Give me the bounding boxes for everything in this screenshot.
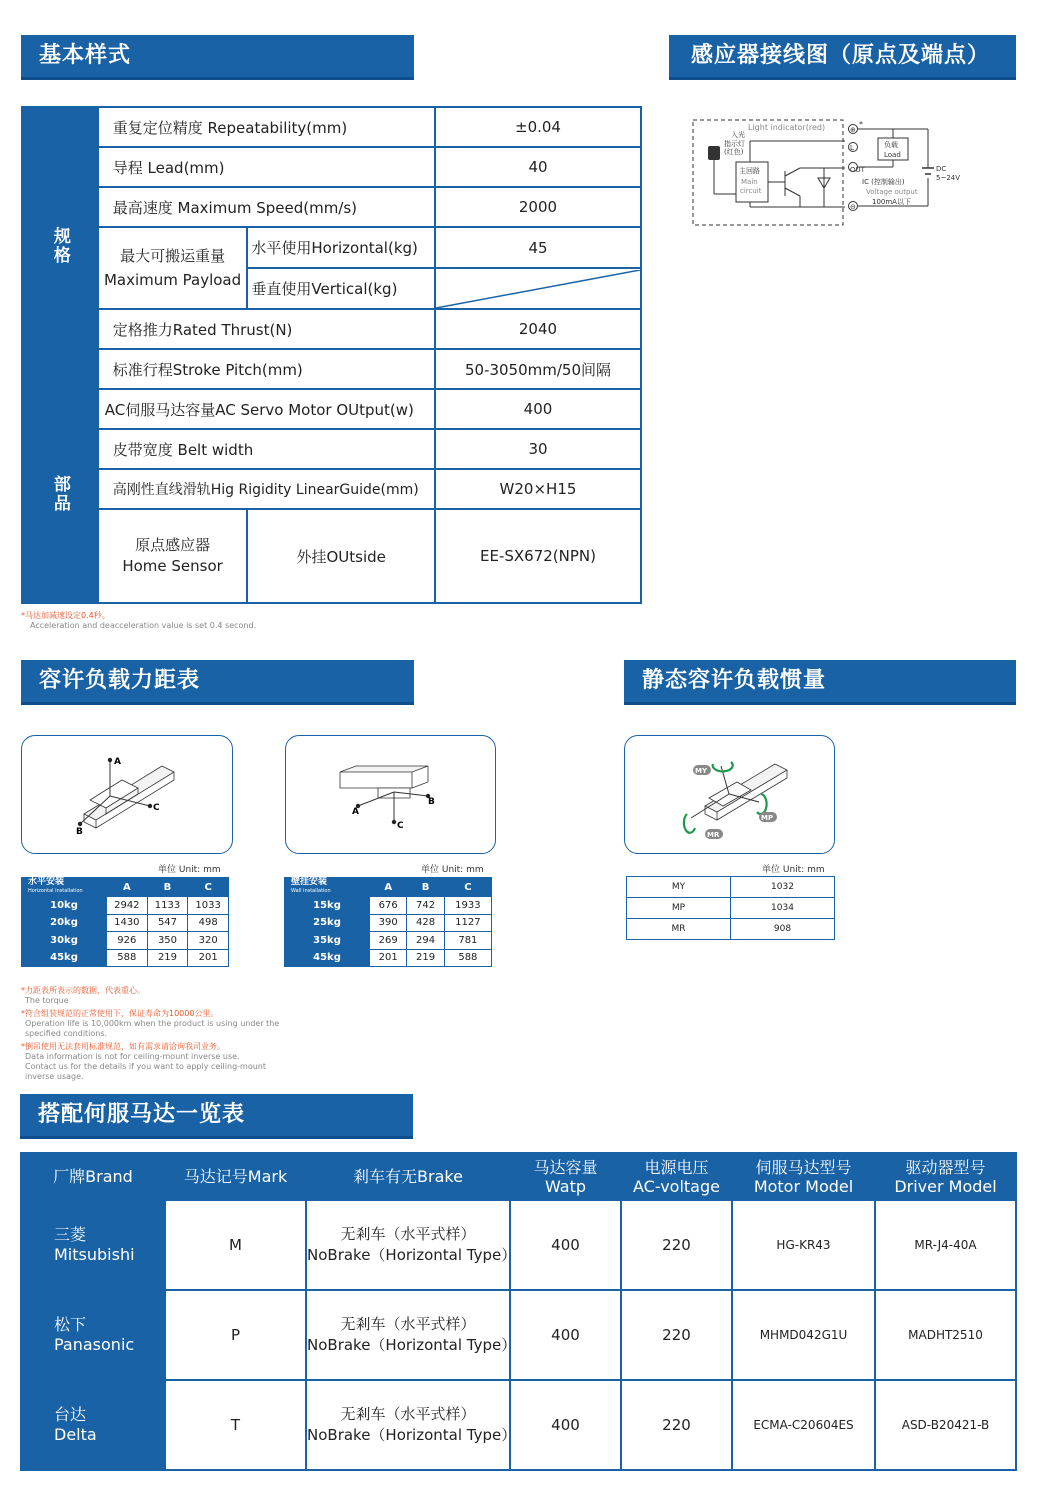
svg-text:⊕: ⊕ — [850, 126, 856, 134]
table-header: 厂牌Brand — [21, 1153, 165, 1200]
section-header-moment: 容许负载力距表 — [21, 660, 414, 702]
motor-table — [20, 1152, 1017, 1471]
spec-value: 30 — [435, 429, 641, 469]
horizontal-install-illustration — [22, 736, 232, 853]
payload-label: 最大可搬运重量 Maximum Payload — [98, 227, 248, 309]
table-header: 水平安装 Horizontal installation — [22, 878, 107, 897]
table-row: 10kg 2942 1133 1033 — [22, 897, 229, 915]
svg-text:MP: MP — [761, 814, 774, 822]
svg-text:Load: Load — [884, 151, 901, 159]
spec-table — [21, 106, 642, 604]
spec-label: 定格推力Rated Thrust(N) — [98, 309, 435, 349]
table-row: MP 1034 — [627, 898, 835, 919]
spec-value: 400 — [435, 389, 641, 429]
payload-horizontal-value: 45 — [435, 227, 641, 268]
svg-text:MR: MR — [707, 831, 720, 839]
spec-label: 高刚性直线滑轨Hig Rigidity LinearGuide(mm) — [98, 469, 435, 509]
unit-label: 单位 Unit: mm — [158, 865, 221, 875]
svg-text:DC: DC — [936, 165, 947, 173]
wall-moment-table — [284, 877, 492, 967]
section-header-sensor: 感应器接线图（原点及端点） — [669, 35, 1016, 77]
svg-text:IC (控制输出): IC (控制输出) — [862, 178, 905, 186]
brand-cell: 三菱 Mitsubishi — [21, 1200, 165, 1290]
spec-value: 50-3050mm/50间隔 — [435, 349, 641, 389]
spec-side-label: 规格 — [22, 107, 98, 389]
inertia-table — [626, 876, 835, 940]
spec-note: *马达加减速设定0.4秒。 Acceleration and deacceleration value is set 0.4 second. — [21, 611, 257, 630]
svg-text:⊖: ⊖ — [850, 203, 856, 211]
spec-value: 40 — [435, 147, 641, 187]
spec-label: 导程 Lead(mm) — [98, 147, 435, 187]
table-header: C — [444, 878, 491, 897]
svg-text:MY: MY — [695, 767, 708, 775]
sensor-wiring-diagram — [690, 116, 980, 228]
rotate-arrow-icon — [757, 794, 767, 814]
spec-label: 最高速度 Maximum Speed(mm/s) — [98, 187, 435, 227]
svg-text:Main: Main — [741, 178, 758, 186]
table-row: 45kg 588 219 201 — [22, 949, 229, 967]
table-row: 松下 Panasonic P 无剎车（水平式样） NoBrake（Horizontal Type） 400 220 MHMD042G1U MADHT2510 — [21, 1290, 1016, 1380]
svg-text:L: L — [850, 144, 854, 152]
horizontal-install-diagram — [21, 735, 233, 854]
wall-install-illustration — [286, 736, 495, 853]
brand-cell: 台达 Delta — [21, 1380, 165, 1470]
home-sensor-value: EE-SX672(NPN) — [435, 509, 641, 603]
svg-text:B: B — [76, 827, 83, 837]
svg-text:(红色): (红色) — [724, 148, 744, 156]
table-row: MR 908 — [627, 919, 835, 940]
svg-text:主回路: 主回路 — [739, 167, 760, 175]
home-sensor-label: 原点感应器 Home Sensor — [98, 509, 248, 603]
spec-value: 2000 — [435, 187, 641, 227]
svg-text:circuit: circuit — [740, 187, 762, 195]
section-header-basic: 基本样式 — [21, 35, 414, 77]
spec-value: 2040 — [435, 309, 641, 349]
table-header: C — [188, 878, 229, 897]
empty-cell-diagonal — [436, 270, 640, 308]
svg-text:Light indicator(red): Light indicator(red) — [748, 123, 826, 132]
parts-side-label: 部品 — [22, 389, 98, 603]
svg-text:OUT: OUT — [850, 166, 865, 174]
svg-text:C: C — [397, 821, 404, 831]
spec-value: W20×H15 — [435, 469, 641, 509]
rotate-arrow-icon — [713, 762, 733, 771]
svg-text:入光: 入光 — [731, 131, 745, 139]
table-header: 电源电压 AC-voltage — [621, 1153, 732, 1200]
table-row: MY 1032 — [627, 877, 835, 898]
table-row: 45kg 201 219 588 — [285, 949, 492, 967]
svg-text:C: C — [153, 803, 160, 813]
table-header: 剎车有无Brake — [306, 1153, 510, 1200]
moment-notes: *力距表所表示的数据，代表重心。 The torque *符合组装规范的正常使用下，保证寿命为10000公里。 Operation life is 10,000km when the product is using under the specified conditions. *倒吊使用无法套用标准规范，如有需求请洽询我司业务。 Data information is not for ceiling-mount inverse use. Contact us for the details if you want to apply ceiling-mount inverse usage. — [21, 986, 280, 1081]
table-row: 35kg 269 294 781 — [285, 932, 492, 950]
table-header: 伺服马达型号 Motor Model — [732, 1153, 875, 1200]
table-header: 壁挂安装 Wall installation — [285, 878, 370, 897]
svg-text:A: A — [114, 757, 121, 767]
table-row: 台达 Delta T 无剎车（水平式样） NoBrake（Horizontal Type） 400 220 ECMA-C20604ES ASD-B20421-B — [21, 1380, 1016, 1470]
table-header: 驱动器型号 Driver Model — [875, 1153, 1016, 1200]
svg-text:Voltage output: Voltage output — [866, 188, 918, 196]
table-header: A — [370, 878, 407, 897]
svg-text:A: A — [352, 807, 359, 817]
home-sensor-mount: 外挂OUtside — [247, 509, 435, 603]
table-row: 20kg 1430 547 498 — [22, 914, 229, 932]
payload-vertical-label: 垂直使用Vertical(kg) — [247, 268, 435, 309]
unit-label: 单位 Unit: mm — [421, 865, 484, 875]
spec-value: ±0.04 — [435, 107, 641, 147]
svg-text:B: B — [428, 797, 435, 807]
svg-text:*: * — [859, 120, 863, 129]
inertia-illustration — [625, 736, 834, 853]
led-icon — [708, 146, 720, 160]
section-header-inertia: 静态容许负载惯量 — [624, 660, 1016, 702]
spec-label: AC伺服马达容量AC Servo Motor OUtput(w) — [98, 389, 435, 429]
spec-label: 标准行程Stroke Pitch(mm) — [98, 349, 435, 389]
inertia-diagram — [624, 735, 835, 854]
table-row: 15kg 676 742 1933 — [285, 897, 492, 915]
spec-label: 皮带宽度 Belt width — [98, 429, 435, 469]
svg-text:5~24V: 5~24V — [936, 174, 961, 182]
svg-text:100mA以下: 100mA以下 — [872, 198, 911, 206]
spec-label: 重复定位精度 Repeatability(mm) — [98, 107, 435, 147]
horizontal-moment-table — [21, 877, 229, 967]
table-row: 30kg 926 350 320 — [22, 932, 229, 950]
svg-text:指示灯: 指示灯 — [724, 140, 745, 148]
payload-horizontal-label: 水平使用Horizontal(kg) — [247, 227, 435, 268]
section-header-motor: 搭配何服马达一览表 — [20, 1094, 413, 1136]
svg-text:负载: 负载 — [884, 141, 898, 149]
table-header: A — [107, 878, 148, 897]
brand-cell: 松下 Panasonic — [21, 1290, 165, 1380]
wall-install-diagram — [285, 735, 496, 854]
table-row: 25kg 390 428 1127 — [285, 914, 492, 932]
table-header: 马达容量 Watp — [510, 1153, 621, 1200]
payload-vertical-value — [435, 268, 641, 309]
table-header: 马达记号Mark — [165, 1153, 306, 1200]
table-header: B — [147, 878, 188, 897]
table-row: 三菱 Mitsubishi M 无剎车（水平式样） NoBrake（Horizontal Type） 400 220 HG-KR43 MR-J4-40A — [21, 1200, 1016, 1290]
unit-label: 单位 Unit: mm — [762, 865, 825, 875]
table-header: B — [407, 878, 444, 897]
